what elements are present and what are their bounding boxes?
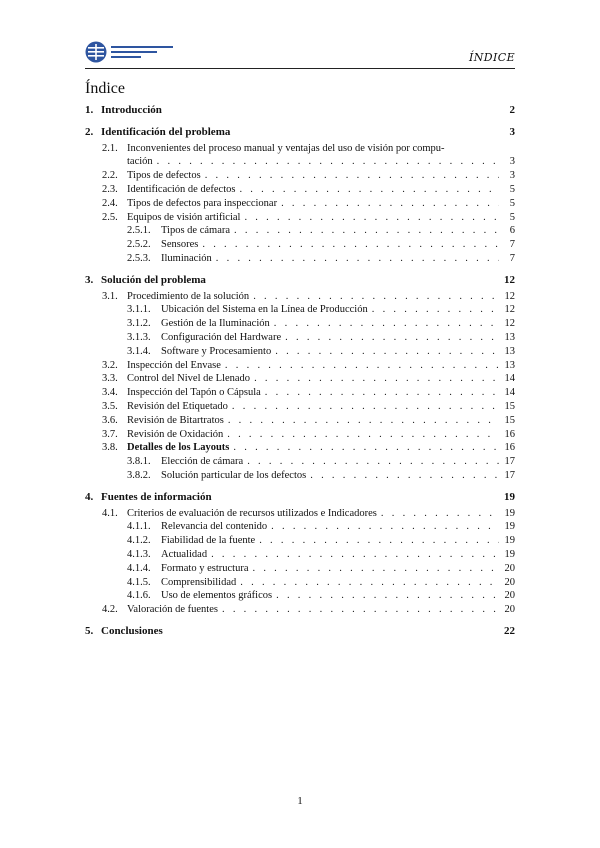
page-title: Índice [85, 80, 125, 97]
toc-entry[interactable] [85, 142, 515, 156]
toc-entry-number: 4.1.4. [127, 562, 151, 574]
toc-entry[interactable] [85, 169, 515, 183]
toc-entry-page: 7 [509, 239, 515, 251]
toc-entry-number: 3.1. [102, 290, 118, 302]
toc-entry-number: 2.3. [102, 183, 118, 195]
toc-leader-dots [234, 224, 499, 238]
toc-entry-page: 17 [504, 456, 515, 468]
toc-entry-title: Software y Procesamiento [161, 345, 272, 357]
toc-entry-number: 4.1.2. [127, 535, 151, 547]
toc-entry-number: 1. [85, 104, 94, 116]
toc-entry-title: Identificación de defectos [127, 183, 236, 195]
toc-entry-page: 15 [504, 400, 515, 412]
header-rule [85, 68, 515, 69]
toc-entry-title: Inconvenientes del proceso manual y ventajas del uso de visión por compu- [127, 142, 445, 154]
toc-entry-title: Revisión de Oxidación [127, 428, 224, 440]
toc-entry[interactable] [85, 548, 515, 562]
toc-entry[interactable] [85, 238, 515, 252]
toc-entry[interactable] [85, 224, 515, 238]
toc-entry-number: 2.5.2. [127, 239, 151, 251]
toc-entry-number: 3.8.2. [127, 469, 151, 481]
toc-leader-dots [232, 400, 499, 414]
toc-entry-page: 16 [504, 442, 515, 454]
toc-entry-title: tación [127, 156, 153, 168]
toc-entry-title: Criterios de evaluación de recursos utilizados e Indicadores [127, 507, 377, 519]
toc-leader-dots [254, 372, 499, 386]
toc-entry[interactable] [85, 290, 515, 304]
toc-entry[interactable] [85, 414, 515, 428]
toc-entry-title: Actualidad [161, 548, 208, 560]
toc-entry-title: Fuentes de información [101, 490, 212, 503]
toc-entry[interactable] [85, 274, 515, 288]
toc-entry-number: 3.6. [102, 414, 118, 426]
toc-entry-page: 12 [504, 304, 515, 316]
toc-entry-title: Revisión de Bitartratos [127, 414, 224, 426]
toc-entry-title: Control del Nivel de Llenado [127, 373, 251, 385]
toc-entry-title: Tipos de defectos para inspeccionar [127, 197, 278, 209]
toc-entry-number: 3.8. [102, 442, 118, 454]
toc-entry-page: 13 [504, 345, 515, 357]
toc-entry-page: 7 [509, 252, 515, 264]
toc-entry-page: 12 [504, 273, 515, 286]
university-logo [85, 40, 185, 64]
toc-leader-dots [265, 386, 499, 400]
toc-entry-title: Relevancia del contenido [161, 521, 268, 533]
toc-entry[interactable] [85, 359, 515, 373]
toc-entry-page: 3 [509, 156, 515, 168]
toc-entry-number: 2.4. [102, 197, 118, 209]
toc-entry-number: 3.1.4. [127, 345, 151, 357]
toc-leader-dots [228, 414, 499, 428]
toc-entry-number: 3.5. [102, 400, 118, 412]
toc-entry-title: Uso de elementos gráficos [161, 590, 273, 602]
toc-entry-page: 5 [509, 183, 515, 195]
toc-entry-title: Inspección del Tapón o Cápsula [127, 387, 261, 399]
toc-leader-dots [281, 197, 499, 211]
toc-entry-title: Tipos de cámara [161, 225, 231, 237]
toc-entry-title: Inspección del Envase [127, 359, 221, 371]
toc-leader-dots [274, 317, 499, 331]
university-seal-icon [85, 41, 107, 63]
toc-entry-number: 3.7. [102, 428, 118, 440]
toc-entry[interactable] [85, 589, 515, 603]
toc-entry[interactable] [85, 428, 515, 442]
toc-entry-page: 20 [504, 576, 515, 588]
toc-entry-number: 4. [85, 490, 94, 503]
toc-entry[interactable] [85, 625, 515, 639]
toc-entry-title: Solución particular de los defectos [161, 469, 307, 481]
toc-entry-title: Elección de cámara [161, 456, 244, 468]
toc-entry-number: 5. [85, 624, 94, 637]
toc-entry-page: 19 [504, 548, 515, 560]
toc-entry-page: 3 [509, 170, 515, 182]
toc-entry[interactable] [85, 331, 515, 345]
toc-entry-title: Procedimiento de la solución [127, 290, 250, 302]
toc-entry-number: 4.1.5. [127, 576, 151, 588]
toc-entry-title: Configuración del Hardware [161, 331, 282, 343]
toc-entry-number: 3.8.1. [127, 456, 151, 468]
toc-entry-title: Ubicación del Sistema en la Línea de Producción [161, 304, 368, 316]
page-header [85, 40, 515, 68]
toc-entry-title: Sensores [161, 239, 199, 251]
toc-entry[interactable] [85, 491, 515, 505]
toc-entry-page: 14 [504, 387, 515, 399]
toc-entry-number: 3.1.2. [127, 318, 151, 330]
toc-entry[interactable] [85, 455, 515, 469]
toc-entry-page: 22 [504, 624, 515, 637]
toc-entry[interactable] [85, 155, 515, 169]
toc-entry-title: Detalles de los Layouts [127, 442, 230, 454]
toc-leader-dots [222, 603, 499, 617]
toc-entry-number: 4.2. [102, 604, 118, 616]
toc-leader-dots [244, 211, 499, 225]
table-of-contents [85, 104, 515, 641]
toc-leader-dots [285, 331, 499, 345]
toc-entry-page: 19 [504, 521, 515, 533]
logo-wordmark [111, 46, 181, 61]
toc-entry-page: 17 [504, 469, 515, 481]
toc-leader-dots [227, 428, 499, 442]
toc-leader-dots [275, 345, 499, 359]
toc-entry[interactable] [85, 576, 515, 590]
toc-entry-page: 16 [504, 428, 515, 440]
toc-leader-dots [205, 169, 499, 183]
toc-entry-number: 3.1.3. [127, 331, 151, 343]
toc-entry[interactable] [85, 252, 515, 266]
toc-entry-page: 12 [504, 318, 515, 330]
toc-entry-number: 3.1.1. [127, 304, 151, 316]
toc-entry-title: Introducción [101, 104, 162, 116]
toc-entry-page: 19 [504, 535, 515, 547]
toc-entry[interactable] [85, 386, 515, 400]
toc-entry-number: 3.3. [102, 373, 118, 385]
toc-entry-page: 5 [509, 197, 515, 209]
toc-entry-page: 14 [504, 373, 515, 385]
toc-leader-dots [259, 534, 499, 548]
toc-entry-title: Revisión del Etiquetado [127, 400, 228, 412]
toc-leader-dots [271, 520, 499, 534]
toc-entry-title: Comprensibilidad [161, 576, 237, 588]
toc-entry-title: Formato y estructura [161, 562, 249, 574]
toc-entry-title: Valoración de fuentes [127, 604, 218, 616]
toc-entry-page: 20 [504, 562, 515, 574]
toc-entry[interactable] [85, 372, 515, 386]
toc-entry[interactable] [85, 507, 515, 521]
toc-entry-page: 13 [504, 359, 515, 371]
toc-entry-number: 3.2. [102, 359, 118, 371]
toc-entry-title: Equipos de visión artificial [127, 211, 241, 223]
toc-leader-dots [225, 359, 499, 373]
toc-entry[interactable] [85, 104, 515, 118]
toc-entry[interactable] [85, 211, 515, 225]
toc-entry-number: 4.1. [102, 507, 118, 519]
toc-leader-dots [240, 576, 499, 590]
toc-entry-page: 12 [504, 290, 515, 302]
toc-entry-number: 2.1. [102, 142, 118, 154]
toc-entry-number: 2.2. [102, 170, 118, 182]
toc-leader-dots [247, 455, 499, 469]
toc-entry[interactable] [85, 562, 515, 576]
page-number: 1 [297, 795, 303, 807]
toc-entry-number: 2.5. [102, 211, 118, 223]
toc-leader-dots [252, 562, 499, 576]
toc-entry-title: Gestión de la Iluminación [161, 318, 270, 330]
toc-leader-dots [157, 155, 499, 169]
toc-entry-page: 6 [509, 225, 515, 237]
toc-entry[interactable] [85, 534, 515, 548]
toc-entry[interactable] [85, 197, 515, 211]
toc-entry-number: 2.5.3. [127, 252, 151, 264]
toc-entry[interactable] [85, 520, 515, 534]
toc-entry-title: Tipos de defectos [127, 170, 201, 182]
toc-entry-number: 4.1.1. [127, 521, 151, 533]
toc-entry-page: 20 [504, 604, 515, 616]
toc-entry-title: Iluminación [161, 252, 212, 264]
toc-leader-dots [233, 441, 499, 455]
toc-entry[interactable] [85, 303, 515, 317]
toc-entry-number: 3. [85, 273, 94, 286]
toc-entry-page: 2 [509, 104, 515, 116]
toc-leader-dots [202, 238, 499, 252]
toc-entry-title: Conclusiones [101, 624, 163, 637]
toc-entry-page: 20 [504, 590, 515, 602]
toc-leader-dots [239, 183, 499, 197]
toc-entry-title: Fiabilidad de la fuente [161, 535, 256, 547]
toc-entry-number: 4.1.3. [127, 548, 151, 560]
toc-entry-page: 13 [504, 331, 515, 343]
toc-entry-page: 5 [509, 211, 515, 223]
toc-entry[interactable] [85, 183, 515, 197]
toc-entry[interactable] [85, 345, 515, 359]
running-head: ÍNDICE [469, 51, 515, 64]
toc-entry[interactable] [85, 603, 515, 617]
toc-entry-number: 3.4. [102, 387, 118, 399]
toc-leader-dots [216, 252, 499, 266]
toc-entry-page: 3 [509, 125, 515, 138]
toc-leader-dots [211, 548, 499, 562]
toc-entry-number: 2.5.1. [127, 225, 151, 237]
toc-entry-number: 2. [85, 125, 94, 138]
toc-entry[interactable] [85, 317, 515, 331]
toc-entry-title: Solución del problema [101, 273, 206, 286]
toc-leader-dots [310, 469, 499, 483]
toc-leader-dots [276, 589, 499, 603]
toc-leader-dots [381, 507, 499, 521]
toc-entry-page: 19 [504, 507, 515, 519]
toc-leader-dots [372, 303, 499, 317]
toc-entry[interactable] [85, 441, 515, 455]
toc-entry-number: 4.1.6. [127, 590, 151, 602]
toc-entry[interactable] [85, 469, 515, 483]
toc-entry-page: 19 [504, 490, 515, 503]
toc-entry-title: Identificación del problema [101, 125, 231, 138]
toc-entry-page: 15 [504, 414, 515, 426]
toc-entry[interactable] [85, 126, 515, 140]
toc-leader-dots [253, 290, 499, 304]
toc-entry[interactable] [85, 400, 515, 414]
